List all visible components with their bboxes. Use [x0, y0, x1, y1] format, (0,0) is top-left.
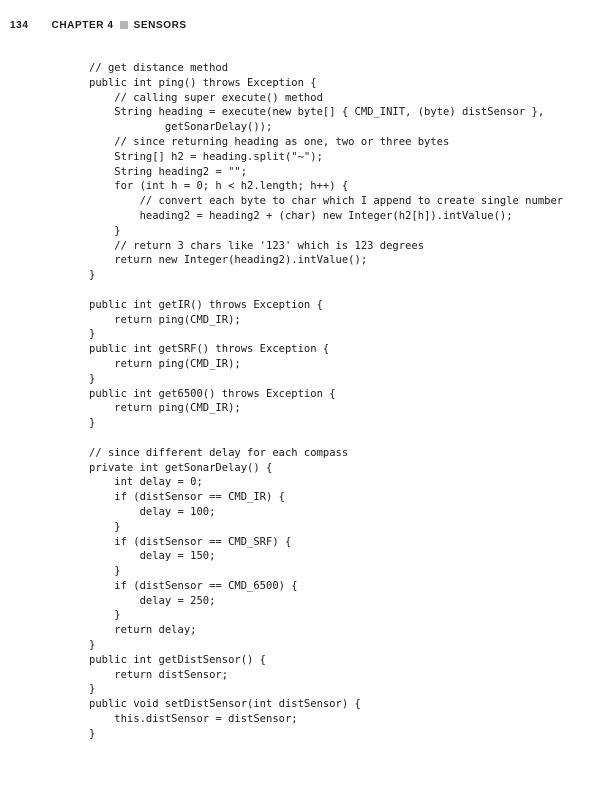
code-line: return ping(CMD_IR); [89, 402, 241, 415]
code-listing [89, 61, 589, 742]
running-header [10, 18, 187, 32]
code-line: return delay; [89, 624, 197, 637]
code-line: } [89, 609, 121, 622]
chapter-label: CHAPTER 4 [51, 19, 114, 31]
code-line: this.distSensor = distSensor; [89, 713, 298, 726]
code-line: } [89, 269, 96, 282]
code-line: delay = 150; [89, 550, 216, 563]
code-line: } [89, 520, 121, 533]
code-line: } [89, 328, 96, 341]
section-label: SENSORS [133, 19, 187, 31]
code-line: } [89, 565, 121, 578]
code-line: public int get6500() throws Exception { [89, 387, 336, 400]
code-line: // get distance method [89, 62, 229, 74]
code-line: // return 3 chars like '123' which is 123 degrees [89, 239, 425, 252]
code-line [89, 431, 589, 446]
code-line: } [89, 224, 121, 237]
code-line: for (int h = 0; h < h2.length; h++) { [89, 180, 349, 193]
code-line: } [89, 683, 96, 696]
page-number: 134 [10, 19, 29, 31]
code-line: if (distSensor == CMD_6500) { [89, 579, 298, 592]
code-line: String heading = execute(new byte[] { CMD_INIT, (byte) distSensor }, [89, 106, 545, 119]
code-line: public void setDistSensor(int distSensor) { [89, 698, 361, 711]
code-line: delay = 100; [89, 505, 216, 518]
code-line: String[] h2 = heading.split("~"); [89, 150, 323, 163]
code-line: public int getSRF() throws Exception { [89, 343, 330, 356]
code-line: } [89, 727, 96, 740]
code-line: if (distSensor == CMD_IR) { [89, 491, 285, 504]
code-line: if (distSensor == CMD_SRF) { [89, 535, 292, 548]
code-line: return ping(CMD_IR); [89, 357, 241, 370]
code-line: return ping(CMD_IR); [89, 313, 241, 326]
code-line: String heading2 = ""; [89, 165, 248, 178]
code-line: public int getIR() throws Exception { [89, 298, 323, 311]
code-line: } [89, 639, 96, 652]
code-line: public int ping() throws Exception { [89, 76, 317, 89]
code-line: // since different delay for each compass [89, 446, 349, 459]
code-line: // calling super execute() method [89, 91, 323, 104]
code-line: } [89, 417, 96, 430]
code-line: public int getDistSensor() { [89, 653, 267, 666]
code-line: return new Integer(heading2).intValue(); [89, 254, 368, 267]
header-separator-square [120, 21, 128, 29]
code-line: return distSensor; [89, 668, 229, 681]
code-line: heading2 = heading2 + (char) new Integer(h2[h]).intValue(); [89, 209, 513, 222]
code-line: getSonarDelay()); [89, 121, 273, 134]
code-line [89, 283, 589, 298]
code-line: } [89, 372, 96, 385]
code-line: int delay = 0; [89, 476, 203, 489]
code-line: private int getSonarDelay() { [89, 461, 273, 474]
code-line: delay = 250; [89, 594, 216, 607]
code-line: // since returning heading as one, two or three bytes [89, 135, 450, 148]
code-line: // convert each byte to char which I append to create single number [89, 195, 564, 208]
